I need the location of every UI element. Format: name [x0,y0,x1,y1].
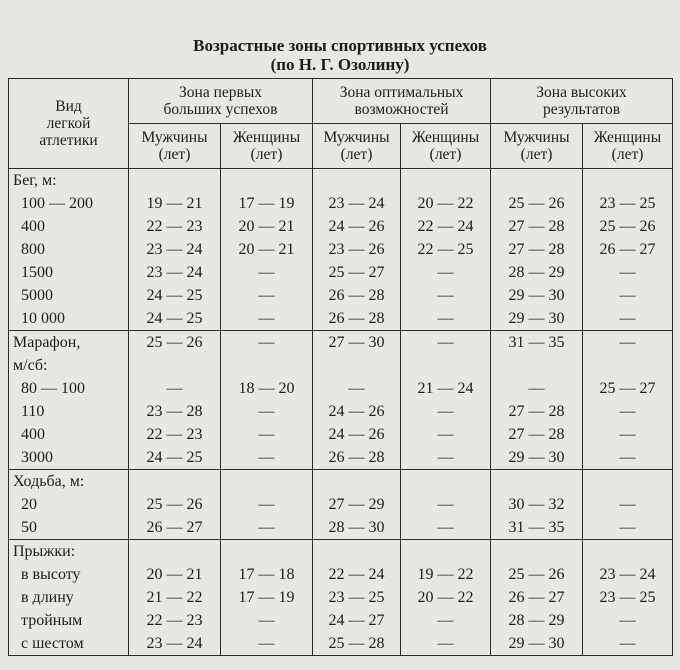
age-range-cell [313,540,401,564]
age-range-cell: 23 — 25 [583,586,673,609]
age-range-cell: — [401,400,491,423]
row-label: в высоту [9,563,129,586]
age-range-cell: 27 — 28 [491,400,583,423]
row-label: 400 [9,215,129,238]
age-range-cell: 23 — 24 [129,261,221,284]
age-range-cell: 17 — 19 [221,192,313,215]
age-range-cell: — [583,446,673,470]
age-range-cell: — [221,632,313,656]
age-range-cell [129,540,221,564]
age-range-cell [313,470,401,494]
table-title-line1: Возрастные зоны спортивных успехов [193,36,487,55]
header-sub-women: Женщины (лет) [221,124,313,169]
age-range-cell: 31 — 35 [491,516,583,540]
age-range-cell: — [221,400,313,423]
age-range-cell [221,169,313,193]
table-row [9,377,673,400]
row-label: 50 [9,516,129,540]
row-label: 110 [9,400,129,423]
age-range-cell: 21 — 22 [129,586,221,609]
age-range-cell [313,169,401,193]
age-range-cell: 23 — 24 [583,563,673,586]
table-row [9,563,673,586]
age-range-cell: 23 — 25 [583,192,673,215]
age-range-cell: 24 — 25 [129,284,221,307]
table-row [9,400,673,423]
header-vid: Вид легкой атлетики [9,79,129,169]
age-zones-table [8,78,673,656]
age-range-cell [129,169,221,193]
age-range-cell: 29 — 30 [491,284,583,307]
age-range-cell: — [583,331,673,355]
row-label: 400 [9,423,129,446]
age-range-cell: 22 — 23 [129,423,221,446]
age-range-cell: — [401,609,491,632]
age-range-cell: 25 — 26 [129,493,221,516]
age-range-cell: 22 — 24 [401,215,491,238]
age-range-cell: — [401,493,491,516]
age-range-cell: — [583,516,673,540]
age-range-cell: 23 — 28 [129,400,221,423]
age-range-cell: — [221,307,313,331]
table-row [9,470,673,494]
age-range-cell: 26 — 28 [313,446,401,470]
age-range-cell: 29 — 30 [491,307,583,331]
age-range-cell: 25 — 26 [129,331,221,355]
age-range-cell: — [583,493,673,516]
age-range-cell: 26 — 27 [129,516,221,540]
age-range-cell: 22 — 24 [313,563,401,586]
age-range-cell: 28 — 30 [313,516,401,540]
age-range-cell: 19 — 22 [401,563,491,586]
row-label: 5000 [9,284,129,307]
table-row [9,284,673,307]
header-zone-high: Зона высоких результатов [491,79,673,124]
age-range-cell: 24 — 25 [129,446,221,470]
age-range-cell: — [221,609,313,632]
age-range-cell: 20 — 22 [401,586,491,609]
row-label: Бег, м: [9,169,129,193]
age-range-cell: — [583,423,673,446]
age-range-cell: — [401,331,491,355]
age-range-cell [313,354,401,377]
header-zone-first: Зона первых больших успехов [129,79,313,124]
header-sub-men: Мужчины (лет) [129,124,221,169]
age-range-cell [401,169,491,193]
row-label: Прыжки: [9,540,129,564]
age-range-cell: 27 — 29 [313,493,401,516]
age-range-cell: 25 — 26 [583,215,673,238]
table-row [9,261,673,284]
age-range-cell [583,354,673,377]
age-range-cell: — [221,284,313,307]
age-range-cell [491,354,583,377]
age-range-cell: 29 — 30 [491,632,583,656]
row-label: 10 000 [9,307,129,331]
age-range-cell: 23 — 26 [313,238,401,261]
row-label: м/сб: [9,354,129,377]
age-range-cell: 22 — 25 [401,238,491,261]
age-range-cell: — [401,284,491,307]
table-row [9,516,673,540]
row-label: 1500 [9,261,129,284]
age-range-cell: 19 — 21 [129,192,221,215]
age-range-cell: 24 — 26 [313,400,401,423]
age-range-cell: — [221,493,313,516]
table-row [9,354,673,377]
table-row [9,423,673,446]
row-label: Ходьба, м: [9,470,129,494]
age-range-cell: — [401,423,491,446]
age-range-cell: — [583,609,673,632]
age-range-cell: 18 — 20 [221,377,313,400]
age-range-cell [221,470,313,494]
age-range-cell: 25 — 27 [583,377,673,400]
age-range-cell [401,470,491,494]
age-range-cell: 17 — 18 [221,563,313,586]
age-range-cell: 27 — 28 [491,423,583,446]
table-row [9,192,673,215]
age-range-cell [221,540,313,564]
table-row [9,609,673,632]
age-range-cell: 20 — 21 [221,215,313,238]
age-range-cell: — [401,446,491,470]
age-range-cell: 22 — 23 [129,609,221,632]
table-row [9,331,673,355]
table-title-line2: (по Н. Г. Озолину) [270,55,410,74]
table-row [9,493,673,516]
age-range-cell: 30 — 32 [491,493,583,516]
age-range-cell [583,470,673,494]
age-range-cell [583,169,673,193]
row-label: тройным [9,609,129,632]
age-range-cell [491,470,583,494]
header-sub-women: Женщины (лет) [583,124,673,169]
table-body [9,169,673,656]
table-row [9,540,673,564]
age-range-cell: — [313,377,401,400]
row-label: 3000 [9,446,129,470]
age-range-cell: — [401,632,491,656]
age-range-cell: 20 — 22 [401,192,491,215]
age-range-cell: 26 — 27 [491,586,583,609]
age-range-cell: 27 — 28 [491,215,583,238]
age-range-cell: 27 — 30 [313,331,401,355]
age-range-cell: 21 — 24 [401,377,491,400]
row-label: 100 — 200 [9,192,129,215]
age-range-cell [583,540,673,564]
row-label: 20 [9,493,129,516]
age-range-cell [129,470,221,494]
table-row [9,632,673,656]
age-range-cell [129,354,221,377]
age-range-cell: — [221,516,313,540]
age-range-cell [401,540,491,564]
age-range-cell: 23 — 24 [313,192,401,215]
age-range-cell: 23 — 25 [313,586,401,609]
age-range-cell: — [221,331,313,355]
age-range-cell: 25 — 27 [313,261,401,284]
row-label: в длину [9,586,129,609]
age-range-cell: 31 — 35 [491,331,583,355]
age-range-cell: 25 — 26 [491,192,583,215]
header-sub-women: Женщины (лет) [401,124,491,169]
age-range-cell [491,540,583,564]
age-range-cell [491,169,583,193]
table-row [9,307,673,331]
table-row [9,238,673,261]
age-range-cell: 27 — 28 [491,238,583,261]
age-range-cell: 26 — 27 [583,238,673,261]
age-range-cell: — [401,261,491,284]
age-range-cell [221,354,313,377]
age-range-cell: — [583,400,673,423]
row-label: Марафон, [9,331,129,355]
age-range-cell: — [401,516,491,540]
age-range-cell: 20 — 21 [129,563,221,586]
age-range-cell: 28 — 29 [491,261,583,284]
age-range-cell: — [221,423,313,446]
age-range-cell: — [583,307,673,331]
row-label: 80 — 100 [9,377,129,400]
age-range-cell: 29 — 30 [491,446,583,470]
age-range-cell: 25 — 26 [491,563,583,586]
age-range-cell: 17 — 19 [221,586,313,609]
age-range-cell: 20 — 21 [221,238,313,261]
table-row [9,446,673,470]
age-range-cell: — [491,377,583,400]
age-range-cell [401,354,491,377]
age-range-cell: 23 — 24 [129,632,221,656]
age-range-cell: 22 — 23 [129,215,221,238]
table-row [9,169,673,193]
age-range-cell: 23 — 24 [129,238,221,261]
table-row [9,586,673,609]
row-label: 800 [9,238,129,261]
age-range-cell: 26 — 28 [313,284,401,307]
age-range-cell: — [583,632,673,656]
table-row [9,215,673,238]
age-range-cell: 24 — 26 [313,423,401,446]
age-range-cell: 24 — 27 [313,609,401,632]
header-sub-men: Мужчины (лет) [491,124,583,169]
age-range-cell: 26 — 28 [313,307,401,331]
age-range-cell: 24 — 25 [129,307,221,331]
header-zone-optimal: Зона оптимальных возможностей [313,79,491,124]
age-range-cell: — [583,284,673,307]
age-range-cell: — [401,307,491,331]
age-range-cell: — [221,446,313,470]
age-range-cell: — [583,261,673,284]
table-title [0,36,680,74]
age-range-cell: 24 — 26 [313,215,401,238]
row-label: с шестом [9,632,129,656]
age-range-cell: — [221,261,313,284]
age-range-cell: 28 — 29 [491,609,583,632]
age-range-cell: 25 — 28 [313,632,401,656]
header-sub-men: Мужчины (лет) [313,124,401,169]
age-range-cell: — [129,377,221,400]
